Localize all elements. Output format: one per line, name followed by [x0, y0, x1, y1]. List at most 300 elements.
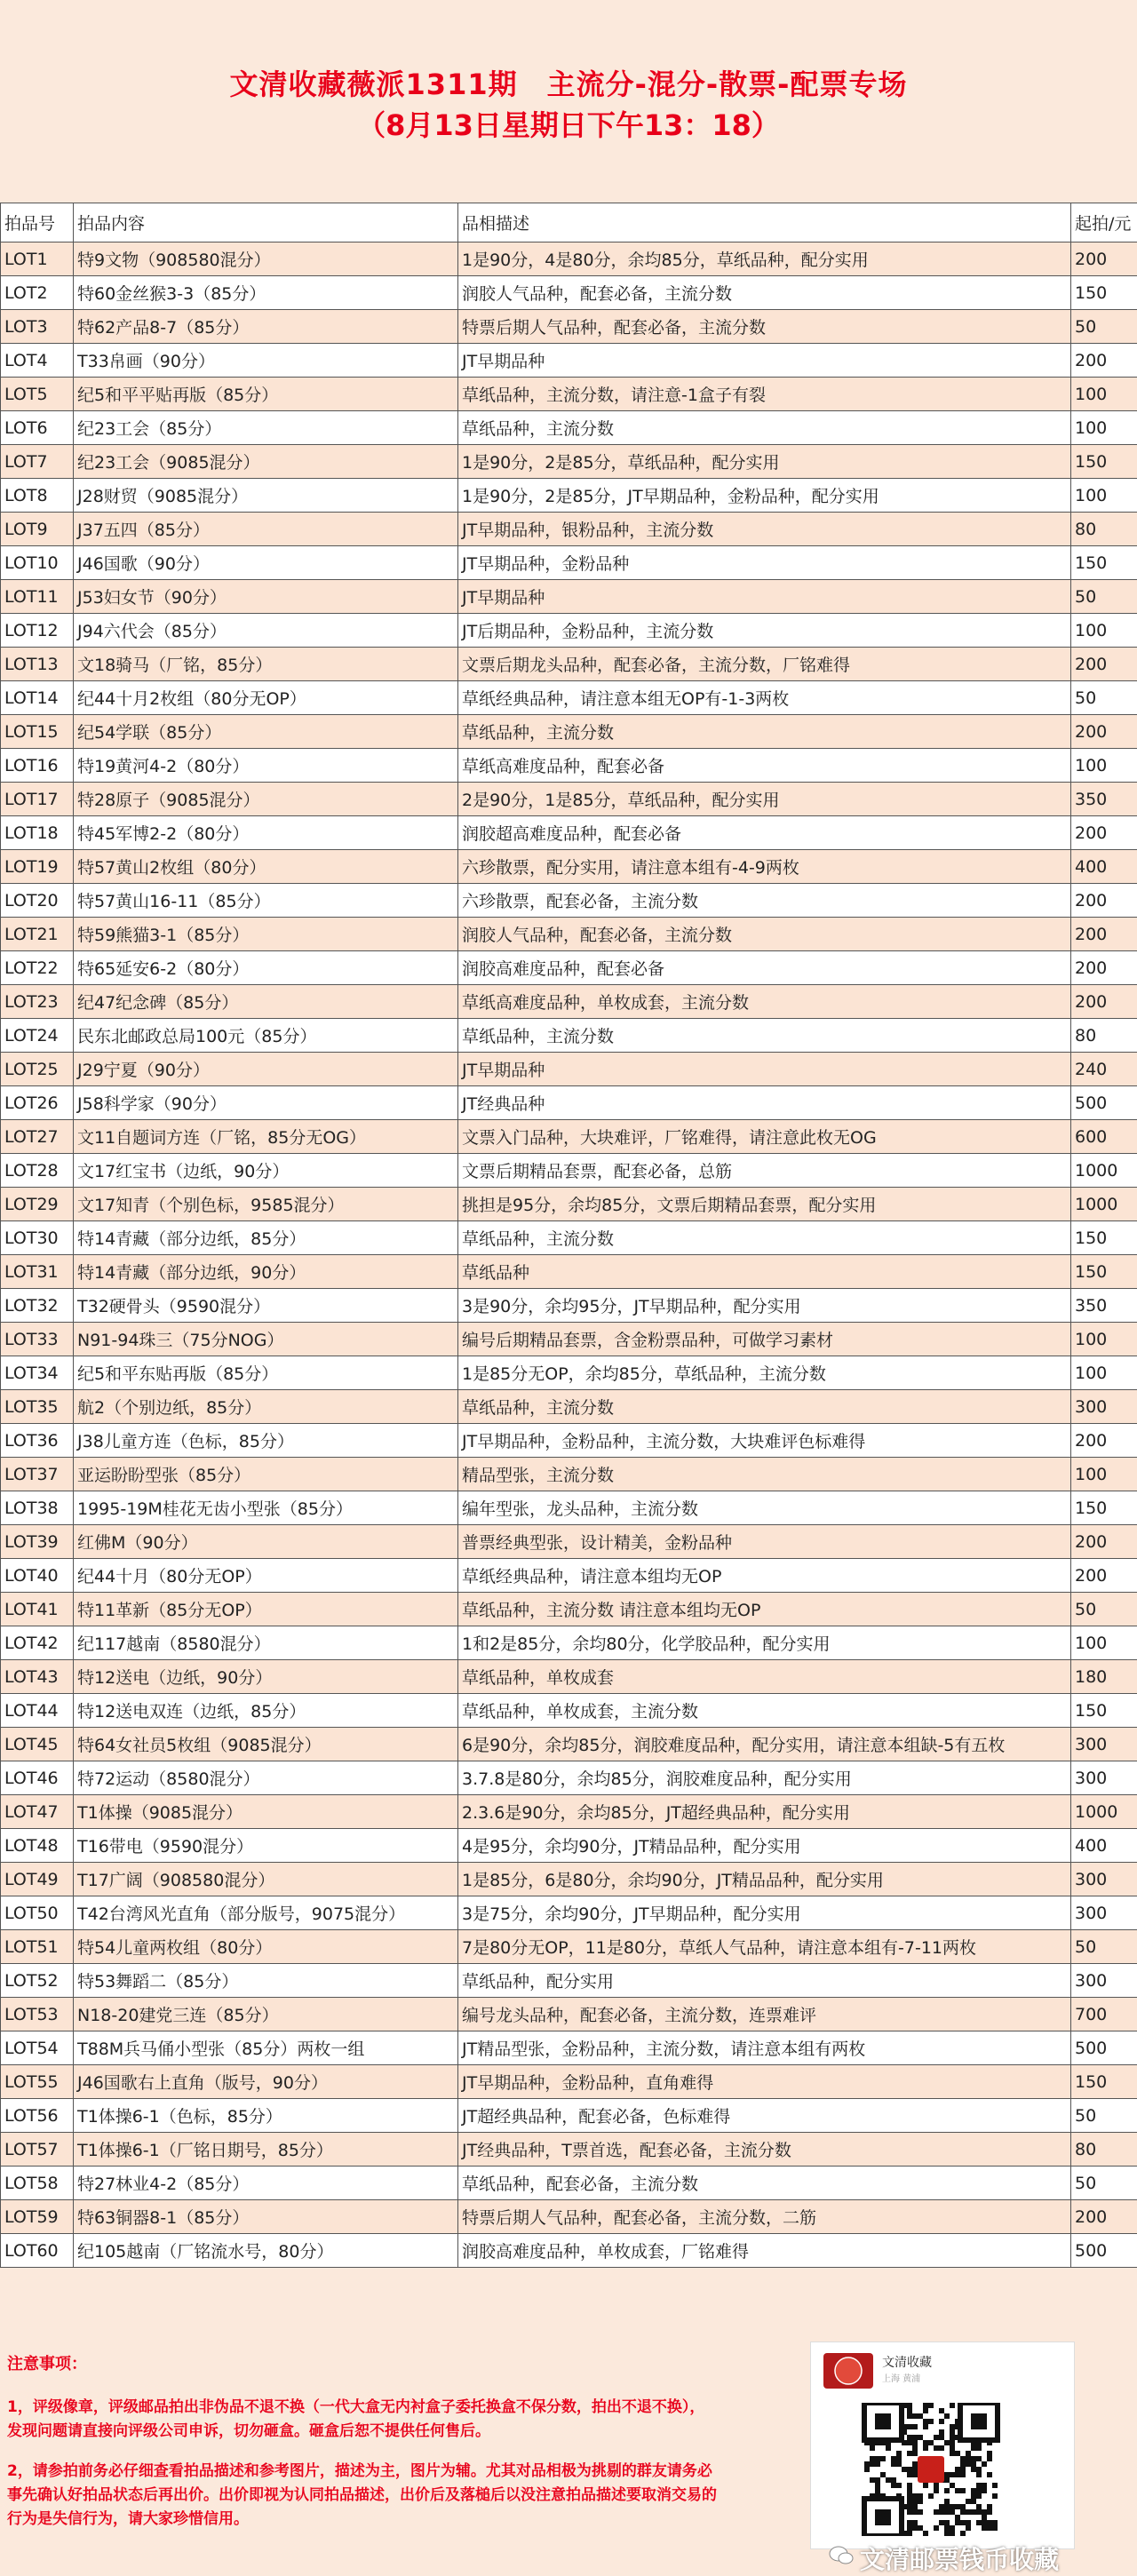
table-row	[1, 816, 1137, 850]
condition-cell: 草纸品种，主流分数	[458, 1019, 1071, 1053]
lot-content-cell: 特54儿童两枚组（80分）	[74, 1930, 458, 1964]
lot-number-cell: LOT13	[1, 648, 74, 681]
table-row	[1, 580, 1137, 614]
lot-number-cell: LOT54	[1, 2031, 74, 2065]
condition-cell: 3是75分，余均90分，JT早期品种，配分实用	[458, 1896, 1071, 1930]
start-price-cell: 240	[1071, 1053, 1137, 1086]
start-price-cell: 150	[1071, 1694, 1137, 1728]
lot-content-cell: N18-20建党三连（85分）	[74, 1998, 458, 2031]
header-lot-content: 拍品内容	[74, 203, 458, 242]
condition-cell: 草纸品种，主流分数	[458, 715, 1071, 749]
lot-number-cell: LOT57	[1, 2133, 74, 2167]
shop-logo	[823, 2353, 873, 2389]
lot-number-cell: LOT23	[1, 985, 74, 1019]
condition-cell: 草纸品种，配分实用	[458, 1964, 1071, 1998]
condition-cell: JT后期品种，金粉品种，主流分数	[458, 614, 1071, 648]
condition-cell: 润胶高难度品种，单枚成套，厂铭难得	[458, 2234, 1071, 2268]
start-price-cell: 150	[1071, 445, 1137, 479]
lot-content-cell: 特9文物（908580混分）	[74, 242, 458, 276]
table-row	[1, 1053, 1137, 1086]
table-row	[1, 2065, 1137, 2099]
start-price-cell: 100	[1071, 479, 1137, 513]
start-price-cell: 200	[1071, 816, 1137, 850]
lot-number-cell: LOT4	[1, 344, 74, 378]
condition-cell: 4是95分，余均90分，JT精品品种，配分实用	[458, 1829, 1071, 1863]
start-price-cell: 200	[1071, 648, 1137, 681]
condition-cell: 草纸品种	[458, 1255, 1071, 1289]
lot-content-cell: 特62产品8-7（85分）	[74, 310, 458, 344]
lot-content-cell: 文18骑马（厂铭，85分）	[74, 648, 458, 681]
lot-content-cell: T1体操6-1（色标，85分）	[74, 2099, 458, 2133]
table-row	[1, 513, 1137, 546]
condition-cell: 草纸高难度品种，单枚成套，主流分数	[458, 985, 1071, 1019]
lot-number-cell: LOT21	[1, 918, 74, 951]
lot-number-cell: LOT3	[1, 310, 74, 344]
lot-content-cell: 纪23工会（9085混分）	[74, 445, 458, 479]
lot-number-cell: LOT52	[1, 1964, 74, 1998]
table-row	[1, 2200, 1137, 2234]
lot-number-cell: LOT20	[1, 884, 74, 918]
lot-number-cell: LOT56	[1, 2099, 74, 2133]
lot-number-cell: LOT15	[1, 715, 74, 749]
lot-number-cell: LOT38	[1, 1491, 74, 1525]
table-row	[1, 1188, 1137, 1221]
start-price-cell: 100	[1071, 1458, 1137, 1491]
table-row	[1, 1829, 1137, 1863]
lot-content-cell: 纪23工会（85分）	[74, 411, 458, 445]
start-price-cell: 100	[1071, 749, 1137, 783]
watermark-text: 文清邮票钱币收藏	[860, 2545, 1060, 2574]
table-row	[1, 1390, 1137, 1424]
lot-content-cell: T17广阔（908580混分）	[74, 1863, 458, 1896]
condition-cell: 润胶高难度品种，配套必备	[458, 951, 1071, 985]
table-row	[1, 1323, 1137, 1356]
condition-cell: 草纸品种，主流分数	[458, 1390, 1071, 1424]
start-price-cell: 200	[1071, 1424, 1137, 1458]
condition-cell: 草纸品种，主流分数	[458, 1221, 1071, 1255]
table-row	[1, 1289, 1137, 1323]
lots-table	[0, 203, 1137, 2268]
start-price-cell: 100	[1071, 411, 1137, 445]
lot-number-cell: LOT31	[1, 1255, 74, 1289]
lot-number-cell: LOT24	[1, 1019, 74, 1053]
condition-cell: 草纸品种，主流分数，请注意-1盒子有裂	[458, 378, 1071, 411]
table-row	[1, 1761, 1137, 1795]
condition-cell: 草纸经典品种，请注意本组无OP有-1-3两枚	[458, 681, 1071, 715]
condition-cell: 草纸品种，主流分数	[458, 411, 1071, 445]
lot-number-cell: LOT10	[1, 546, 74, 580]
condition-cell: 1是90分，4是80分，余均85分，草纸品种，配分实用	[458, 242, 1071, 276]
lot-content-cell: T1体操6-1（厂铭日期号，85分）	[74, 2133, 458, 2167]
lot-content-cell: 纪44十月2枚组（80分无OP）	[74, 681, 458, 715]
lot-number-cell: LOT27	[1, 1120, 74, 1154]
lot-number-cell: LOT60	[1, 2234, 74, 2268]
table-row	[1, 749, 1137, 783]
table-row	[1, 1964, 1137, 1998]
condition-cell: 1是85分无OP，余均85分，草纸品种，主流分数	[458, 1356, 1071, 1390]
condition-cell: 草纸品种，单枚成套，主流分数	[458, 1694, 1071, 1728]
lot-number-cell: LOT17	[1, 783, 74, 816]
start-price-cell: 500	[1071, 2234, 1137, 2268]
lot-content-cell: 文17知青（个别色标，9585混分）	[74, 1188, 458, 1221]
lot-content-cell: 纪5和平东贴再版（85分）	[74, 1356, 458, 1390]
lot-number-cell: LOT12	[1, 614, 74, 648]
lot-number-cell: LOT28	[1, 1154, 74, 1188]
lot-content-cell: 特57黄山2枚组（80分）	[74, 850, 458, 884]
table-row	[1, 1491, 1137, 1525]
lot-content-cell: 特59熊猫3-1（85分）	[74, 918, 458, 951]
auction-date: （8月13日星期日下午13：18）	[357, 108, 780, 142]
lot-content-cell: T33帛画（90分）	[74, 344, 458, 378]
condition-cell: JT早期品种	[458, 580, 1071, 614]
condition-cell: JT早期品种，银粉品种，主流分数	[458, 513, 1071, 546]
start-price-cell: 200	[1071, 1525, 1137, 1559]
start-price-cell: 80	[1071, 1019, 1137, 1053]
lot-number-cell: LOT45	[1, 1728, 74, 1761]
table-row	[1, 378, 1137, 411]
lot-content-cell: J58科学家（90分）	[74, 1086, 458, 1120]
start-price-cell: 200	[1071, 985, 1137, 1019]
lot-number-cell: LOT50	[1, 1896, 74, 1930]
lot-number-cell: LOT44	[1, 1694, 74, 1728]
table-row	[1, 2099, 1137, 2133]
table-row	[1, 918, 1137, 951]
wechat-icon	[828, 2542, 855, 2569]
lot-number-cell: LOT30	[1, 1221, 74, 1255]
lot-number-cell: LOT2	[1, 276, 74, 310]
lot-content-cell: 特12送电双连（边纸，85分）	[74, 1694, 458, 1728]
lot-content-cell: 特27林业4-2（85分）	[74, 2167, 458, 2200]
table-row	[1, 985, 1137, 1019]
table-row	[1, 1120, 1137, 1154]
start-price-cell: 500	[1071, 1086, 1137, 1120]
lot-number-cell: LOT37	[1, 1458, 74, 1491]
condition-cell: 润胶超高难度品种，配套必备	[458, 816, 1071, 850]
notes-title: 注意事项：	[7, 2355, 87, 2373]
lot-number-cell: LOT55	[1, 2065, 74, 2099]
condition-cell: 3是90分，余均95分，JT早期品种，配分实用	[458, 1289, 1071, 1323]
lot-content-cell: 特72运动（8580混分）	[74, 1761, 458, 1795]
lot-number-cell: LOT5	[1, 378, 74, 411]
table-row	[1, 1998, 1137, 2031]
table-row	[1, 1086, 1137, 1120]
lot-content-cell: 红佛M（90分）	[74, 1525, 458, 1559]
table-row	[1, 344, 1137, 378]
condition-cell: 特票后期人气品种，配套必备，主流分数	[458, 310, 1071, 344]
start-price-cell: 300	[1071, 1863, 1137, 1896]
condition-cell: 草纸经典品种，请注意本组均无OP	[458, 1559, 1071, 1593]
lot-content-cell: T42台湾风光直角（部分版号，9075混分）	[74, 1896, 458, 1930]
start-price-cell: 50	[1071, 1930, 1137, 1964]
table-row	[1, 2031, 1137, 2065]
start-price-cell: 500	[1071, 2031, 1137, 2065]
lot-content-cell: J94六代会（85分）	[74, 614, 458, 648]
start-price-cell: 200	[1071, 951, 1137, 985]
start-price-cell: 200	[1071, 2200, 1137, 2234]
start-price-cell: 150	[1071, 1221, 1137, 1255]
lot-content-cell: J29宁夏（90分）	[74, 1053, 458, 1086]
lot-content-cell: 特57黄山16-11（85分）	[74, 884, 458, 918]
lot-content-cell: 特19黄河4-2（80分）	[74, 749, 458, 783]
lot-content-cell: N91-94珠三（75分NOG）	[74, 1323, 458, 1356]
start-price-cell: 300	[1071, 1390, 1137, 1424]
lot-content-cell: T32硬骨头（9590混分）	[74, 1289, 458, 1323]
table-row	[1, 546, 1137, 580]
lot-content-cell: 航2（个别边纸，85分）	[74, 1390, 458, 1424]
start-price-cell: 200	[1071, 884, 1137, 918]
start-price-cell: 50	[1071, 310, 1137, 344]
table-row	[1, 681, 1137, 715]
lot-content-cell: J28财贸（9085混分）	[74, 479, 458, 513]
lot-number-cell: LOT36	[1, 1424, 74, 1458]
lot-number-cell: LOT11	[1, 580, 74, 614]
lot-number-cell: LOT32	[1, 1289, 74, 1323]
condition-cell: 3.7.8是80分，余均85分，润胶难度品种，配分实用	[458, 1761, 1071, 1795]
condition-cell: 特票后期人气品种，配套必备，主流分数，二筋	[458, 2200, 1071, 2234]
table-row	[1, 783, 1137, 816]
notes-section	[7, 2352, 718, 2548]
start-price-cell: 1000	[1071, 1795, 1137, 1829]
lot-number-cell: LOT40	[1, 1559, 74, 1593]
auction-title: 文清收藏薇派1311期 主流分-混分-散票-配票专场	[229, 68, 908, 101]
table-row	[1, 1660, 1137, 1694]
lot-content-cell: 特11革新（85分无OP）	[74, 1593, 458, 1626]
wechat-qr-card	[810, 2341, 1075, 2549]
page-header	[0, 0, 1137, 203]
header-condition: 品相描述	[458, 203, 1071, 242]
condition-cell: JT经典品种，T票首选，配套必备，主流分数	[458, 2133, 1071, 2167]
condition-cell: JT精品型张，金粉品种，主流分数，请注意本组有两枚	[458, 2031, 1071, 2065]
start-price-cell: 50	[1071, 580, 1137, 614]
lot-content-cell: 纪44十月（80分无OP）	[74, 1559, 458, 1593]
condition-cell: 草纸品种，主流分数 请注意本组均无OP	[458, 1593, 1071, 1626]
lot-number-cell: LOT42	[1, 1626, 74, 1660]
start-price-cell: 150	[1071, 2065, 1137, 2099]
table-row	[1, 1863, 1137, 1896]
lot-number-cell: LOT48	[1, 1829, 74, 1863]
lot-content-cell: 特64女社员5枚组（9085混分）	[74, 1728, 458, 1761]
lot-number-cell: LOT39	[1, 1525, 74, 1559]
start-price-cell: 300	[1071, 1761, 1137, 1795]
lot-content-cell: 特45军博2-2（80分）	[74, 816, 458, 850]
lot-content-cell: T16带电（9590混分）	[74, 1829, 458, 1863]
lot-content-cell: 特60金丝猴3-3（85分）	[74, 276, 458, 310]
table-row	[1, 1255, 1137, 1289]
lot-number-cell: LOT34	[1, 1356, 74, 1390]
lot-content-cell: J37五四（85分）	[74, 513, 458, 546]
start-price-cell: 100	[1071, 1323, 1137, 1356]
table-row	[1, 1356, 1137, 1390]
lot-content-cell: 文17红宝书（边纸，90分）	[74, 1154, 458, 1188]
start-price-cell: 300	[1071, 1896, 1137, 1930]
condition-cell: 普票经典型张，设计精美，金粉品种	[458, 1525, 1071, 1559]
condition-cell: 1是90分，2是85分，草纸品种，配分实用	[458, 445, 1071, 479]
condition-cell: JT早期品种，金粉品种，主流分数，大块难评色标难得	[458, 1424, 1071, 1458]
table-header-row	[1, 203, 1137, 242]
table-row	[1, 1019, 1137, 1053]
condition-cell: JT超经典品种，配套必备，色标难得	[458, 2099, 1071, 2133]
condition-cell: 编号龙头品种，配套必备，主流分数，连票难评	[458, 1998, 1071, 2031]
lot-content-cell: 纪54学联（85分）	[74, 715, 458, 749]
lot-content-cell: T1体操（9085混分）	[74, 1795, 458, 1829]
qr-shop-name: 文清收藏	[882, 2356, 932, 2370]
lot-content-cell: J46国歌右上直角（版号，90分）	[74, 2065, 458, 2099]
lot-content-cell: 民东北邮政总局100元（85分）	[74, 1019, 458, 1053]
table-row	[1, 648, 1137, 681]
lot-content-cell: 特28原子（9085混分）	[74, 783, 458, 816]
lot-content-cell: 纪117越南（8580混分）	[74, 1626, 458, 1660]
start-price-cell: 180	[1071, 1660, 1137, 1694]
start-price-cell: 200	[1071, 918, 1137, 951]
start-price-cell: 200	[1071, 1559, 1137, 1593]
lot-number-cell: LOT29	[1, 1188, 74, 1221]
condition-cell: 文票后期精品套票，配套必备，总筋	[458, 1154, 1071, 1188]
lot-content-cell: 1995-19M桂花无齿小型张（85分）	[74, 1491, 458, 1525]
lot-content-cell: 特63铜器8-1（85分）	[74, 2200, 458, 2234]
table-row	[1, 1694, 1137, 1728]
table-row	[1, 1154, 1137, 1188]
table-row	[1, 951, 1137, 985]
table-row	[1, 1525, 1137, 1559]
table-row	[1, 1221, 1137, 1255]
lot-number-cell: LOT46	[1, 1761, 74, 1795]
start-price-cell: 600	[1071, 1120, 1137, 1154]
condition-cell: 1和2是85分，余均80分，化学胶品种，配分实用	[458, 1626, 1071, 1660]
lot-content-cell: 纪105越南（厂铭流水号，80分）	[74, 2234, 458, 2268]
condition-cell: JT早期品种，金粉品种，直角难得	[458, 2065, 1071, 2099]
table-row	[1, 242, 1137, 276]
table-row	[1, 1559, 1137, 1593]
lot-content-cell: 特14青藏（部分边纸，90分）	[74, 1255, 458, 1289]
table-row	[1, 2167, 1137, 2200]
start-price-cell: 100	[1071, 1626, 1137, 1660]
table-row	[1, 1795, 1137, 1829]
lot-number-cell: LOT47	[1, 1795, 74, 1829]
table-row	[1, 1728, 1137, 1761]
lot-number-cell: LOT16	[1, 749, 74, 783]
notes-item-2: 2，请参拍前务必仔细查看拍品描述和参考图片，描述为主，图片为辅。尤其对品相极为挑剔的群友请务必事先确认好拍品状态后再出价。出价即视为认同拍品描述，出价后及落槌后以没注意拍品描述要取消交易的行为是失信行为，请大家珍惜信用。	[7, 2462, 717, 2528]
lot-number-cell: LOT41	[1, 1593, 74, 1626]
lot-content-cell: 特12送电（边纸，90分）	[74, 1660, 458, 1694]
start-price-cell: 50	[1071, 1593, 1137, 1626]
start-price-cell: 350	[1071, 783, 1137, 816]
start-price-cell: 200	[1071, 242, 1137, 276]
start-price-cell: 200	[1071, 344, 1137, 378]
start-price-cell: 300	[1071, 1728, 1137, 1761]
start-price-cell: 300	[1071, 1964, 1137, 1998]
lot-content-cell: T88M兵马俑小型张（85分）两枚一组	[74, 2031, 458, 2065]
table-row	[1, 1458, 1137, 1491]
lot-number-cell: LOT26	[1, 1086, 74, 1120]
notes-item-1: 1，评级像章，评级邮品拍出非伪品不退不换（一代大盒无内衬盒子委托换盒不保分数，拍出不退不换），发现问题请直接向评级公司申诉，切勿砸盒。砸盒后恕不提供任何售后。	[7, 2398, 705, 2440]
lot-content-cell: 纪5和平平贴再版（85分）	[74, 378, 458, 411]
lot-number-cell: LOT59	[1, 2200, 74, 2234]
condition-cell: 润胶人气品种，配套必备，主流分数	[458, 276, 1071, 310]
condition-cell: 文票入门品种，大块难评，厂铭难得，请注意此枚无OG	[458, 1120, 1071, 1154]
start-price-cell: 80	[1071, 513, 1137, 546]
start-price-cell: 400	[1071, 1829, 1137, 1863]
lot-content-cell: J38儿童方连（色标，85分）	[74, 1424, 458, 1458]
table-row	[1, 614, 1137, 648]
table-row	[1, 715, 1137, 749]
condition-cell: 精品型张，主流分数	[458, 1458, 1071, 1491]
table-row	[1, 1930, 1137, 1964]
condition-cell: 7是80分无OP，11是80分，草纸人气品种，请注意本组有-7-11两枚	[458, 1930, 1071, 1964]
start-price-cell: 1000	[1071, 1154, 1137, 1188]
lot-number-cell: LOT22	[1, 951, 74, 985]
table-row	[1, 850, 1137, 884]
condition-cell: 挑担是95分，余均85分，文票后期精品套票，配分实用	[458, 1188, 1071, 1221]
start-price-cell: 400	[1071, 850, 1137, 884]
table-row	[1, 884, 1137, 918]
table-row	[1, 1896, 1137, 1930]
lot-content-cell: 特53舞蹈二（85分）	[74, 1964, 458, 1998]
lot-number-cell: LOT19	[1, 850, 74, 884]
header-start-price: 起拍/元	[1071, 203, 1137, 242]
lot-number-cell: LOT49	[1, 1863, 74, 1896]
lot-number-cell: LOT53	[1, 1998, 74, 2031]
condition-cell: 六珍散票，配分实用，请注意本组有-4-9两枚	[458, 850, 1071, 884]
lot-content-cell: 文11自题词方连（厂铭，85分无OG）	[74, 1120, 458, 1154]
condition-cell: 1是90分，2是85分，JT早期品种，金粉品种，配分实用	[458, 479, 1071, 513]
start-price-cell: 150	[1071, 1491, 1137, 1525]
start-price-cell: 100	[1071, 1356, 1137, 1390]
condition-cell: 润胶人气品种，配套必备，主流分数	[458, 918, 1071, 951]
start-price-cell: 200	[1071, 715, 1137, 749]
lot-number-cell: LOT8	[1, 479, 74, 513]
lot-number-cell: LOT7	[1, 445, 74, 479]
start-price-cell: 50	[1071, 681, 1137, 715]
start-price-cell: 50	[1071, 2099, 1137, 2133]
lots-table-body	[1, 242, 1137, 2268]
condition-cell: 6是90分，余均85分，润胶难度品种，配分实用，请注意本组缺-5有五枚	[458, 1728, 1071, 1761]
condition-cell: 六珍散票，配套必备，主流分数	[458, 884, 1071, 918]
condition-cell: 编号后期精品套票，含金粉票品种，可做学习素材	[458, 1323, 1071, 1356]
lot-number-cell: LOT18	[1, 816, 74, 850]
condition-cell: 草纸品种，配套必备，主流分数	[458, 2167, 1071, 2200]
lot-number-cell: LOT33	[1, 1323, 74, 1356]
qr-code-icon	[842, 2403, 1020, 2536]
lot-number-cell: LOT25	[1, 1053, 74, 1086]
lot-number-cell: LOT14	[1, 681, 74, 715]
lot-content-cell: 亚运盼盼型张（85分）	[74, 1458, 458, 1491]
start-price-cell: 100	[1071, 378, 1137, 411]
start-price-cell: 100	[1071, 614, 1137, 648]
start-price-cell: 350	[1071, 1289, 1137, 1323]
lot-number-cell: LOT43	[1, 1660, 74, 1694]
table-row	[1, 2234, 1137, 2268]
lot-number-cell: LOT58	[1, 2167, 74, 2200]
condition-cell: 1是85分，6是80分，余均90分，JT精品品种，配分实用	[458, 1863, 1071, 1896]
qr-location: 上海 黄浦	[882, 2374, 921, 2384]
start-price-cell: 150	[1071, 276, 1137, 310]
lot-number-cell: LOT9	[1, 513, 74, 546]
header-lot-number: 拍品号	[1, 203, 74, 242]
lot-content-cell: 特65延安6-2（80分）	[74, 951, 458, 985]
table-row	[1, 1626, 1137, 1660]
table-row	[1, 276, 1137, 310]
condition-cell: 2是90分，1是85分，草纸品种，配分实用	[458, 783, 1071, 816]
condition-cell: JT早期品种	[458, 1053, 1071, 1086]
condition-cell: 编年型张，龙头品种，主流分数	[458, 1491, 1071, 1525]
condition-cell: JT经典品种	[458, 1086, 1071, 1120]
condition-cell: 文票后期龙头品种，配套必备，主流分数，厂铭难得	[458, 648, 1071, 681]
lot-content-cell: 特14青藏（部分边纸，85分）	[74, 1221, 458, 1255]
start-price-cell: 700	[1071, 1998, 1137, 2031]
start-price-cell: 80	[1071, 2133, 1137, 2167]
condition-cell: JT早期品种	[458, 344, 1071, 378]
condition-cell: JT早期品种，金粉品种	[458, 546, 1071, 580]
